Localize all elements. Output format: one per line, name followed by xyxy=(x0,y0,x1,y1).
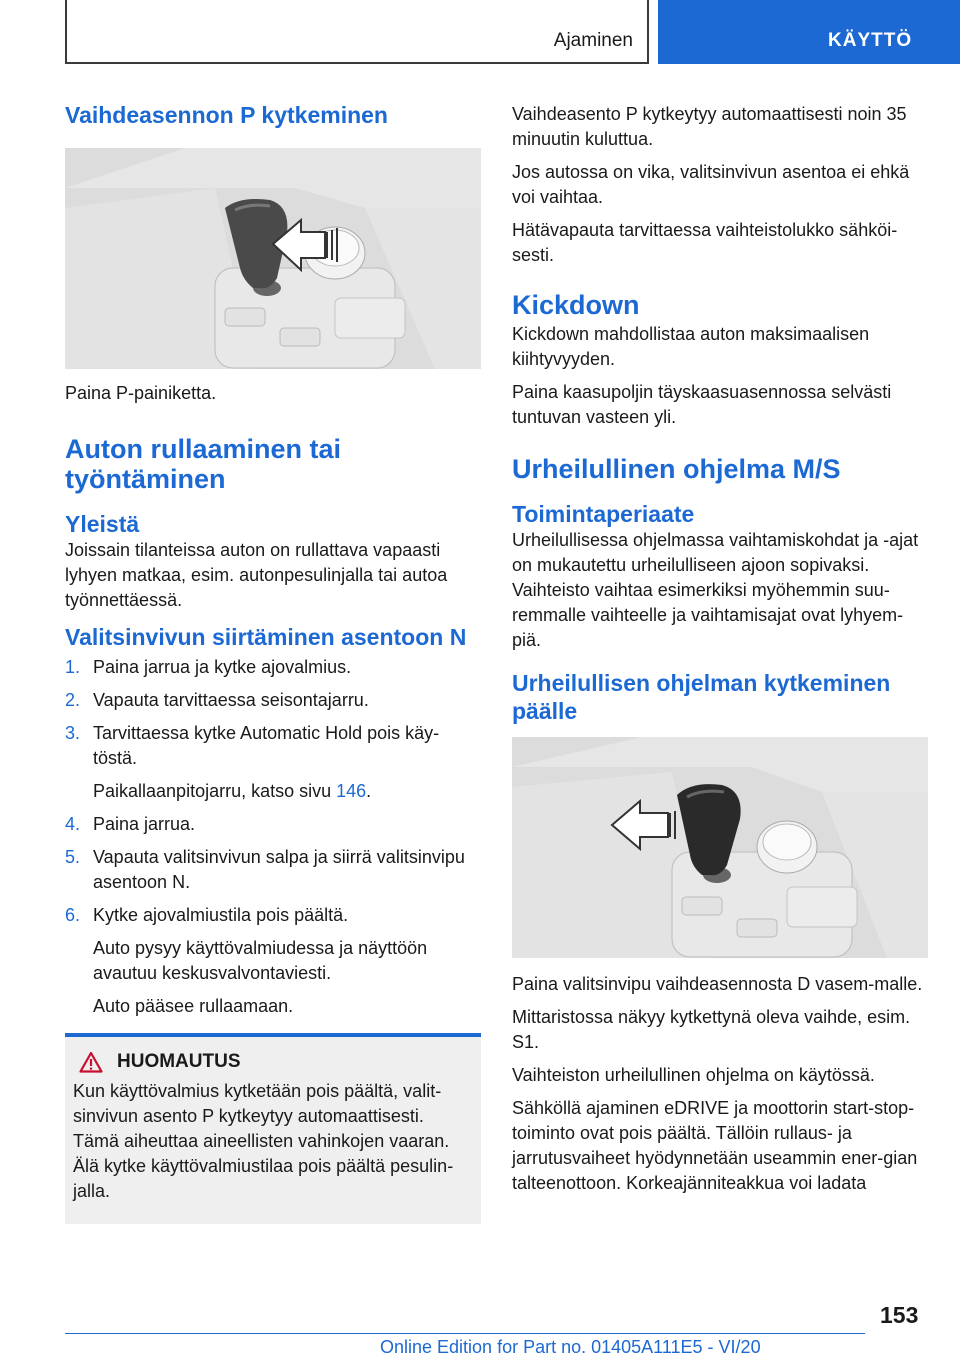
sport-on-text-2: Mittaristossa näkyy kytkettynä oleva vaihde, esim. S1. xyxy=(512,1007,911,1052)
warning-box xyxy=(65,1033,481,1224)
list-item xyxy=(65,812,481,837)
list-item xyxy=(65,655,481,680)
header-section-title: Ajaminen xyxy=(553,30,633,51)
step-number: 2. xyxy=(65,690,81,710)
footer-edition: Online Edition for Part no. 01405A111E5 - VI/20 xyxy=(380,1337,761,1357)
principle-text: Urheilullisessa ohjelmassa vaihtamiskohdat ja -ajat on mukautettu urheilulliseen ajoon sopivaksi. Vaihteisto vaihtaa esimerkiksi myöhemmin suu-remmalle vaihteelle ja vaihtamisajat ovat lyhyem-piä. xyxy=(512,530,919,650)
heading-kickdown: Kickdown xyxy=(512,290,640,320)
kickdown-text-1: Kickdown mahdollistaa auton maksimaalisen kiihtyvyyden. xyxy=(512,324,870,369)
heading-rolling: Auton rullaaminen tai työntäminen xyxy=(65,434,342,494)
fault-text: Jos autossa on vika, valitsinvivun asentoa ei ehkä voi vaihtaa. xyxy=(512,162,910,207)
heading-general: Yleistä xyxy=(65,511,140,537)
list-item xyxy=(65,845,481,895)
sport-on-text-1: Paina valitsinvipu vaihdeasennosta D vasem-malle. xyxy=(512,974,923,994)
kickdown-text-2: Paina kaasupoljin täyskaasuasennossa selvästi tuntuvan vasteen yli. xyxy=(512,382,892,427)
gear-selector-sport-illustration xyxy=(512,737,928,958)
heading-park: Vaihdeasennon P kytkeminen xyxy=(65,102,388,128)
warning-header xyxy=(73,1051,473,1073)
step-number: 4. xyxy=(65,814,81,834)
header-chapter-tab[interactable] xyxy=(658,0,960,64)
header-frame xyxy=(65,0,649,64)
sport-on-text-3: Vaihteiston urheilullinen ohjelma on käytössä. xyxy=(512,1065,875,1085)
step-note: Auto pääsee rullaamaan. xyxy=(93,996,294,1016)
list-item xyxy=(65,721,481,804)
step-note: Auto pysyy käyttövalmiudessa ja näyttöön avautuu keskusvalvontaviesti. xyxy=(93,938,428,983)
heading-principle: Toimintaperiaate xyxy=(512,501,695,527)
park-instruction: Paina P-painiketta. xyxy=(65,383,217,403)
header-chapter-label: KÄYTTÖ xyxy=(828,30,913,51)
step-note xyxy=(93,779,481,804)
list-item xyxy=(65,903,481,1019)
warning-title: HUOMAUTUS xyxy=(117,1051,241,1072)
gear-selector-p-image xyxy=(65,148,481,369)
emergency-release-text: Hätävapauta tarvittaessa vaihteistolukko sähköi-sesti. xyxy=(512,220,898,265)
step-number: 1. xyxy=(65,657,81,677)
list-item xyxy=(65,688,481,713)
step-number: 6. xyxy=(65,905,81,925)
step-text: Tarvittaessa kytke Automatic Hold pois käy-töstä. xyxy=(93,723,440,768)
sport-on-text-4: Sähköllä ajaminen eDRIVE ja moottorin start-stop-toiminto ovat pois päältä. Tällöin rullaus- ja jarrutusvaiheet hyödynnetään useammin ener-gian talteenottoon. Korkeajänniteakkua voi ladata xyxy=(512,1098,918,1193)
step-text: Paina jarrua ja kytke ajovalmius. xyxy=(93,657,352,677)
gear-selector-sport-image xyxy=(512,737,928,958)
auto-park-text: Vaihdeasento P kytkeytyy automaattisesti noin 35 minuutin kuluttua. xyxy=(512,104,907,149)
step-text: Vapauta tarvittaessa seisontajarru. xyxy=(93,690,369,710)
step-number: 5. xyxy=(65,847,81,867)
footer-divider xyxy=(65,1333,865,1334)
heading-sport-program: Urheilullinen ohjelma M/S xyxy=(512,454,841,484)
page-number: 153 xyxy=(880,1302,919,1328)
heading-sport-on: Urheilullisen ohjelman kytkeminen päälle xyxy=(512,670,891,724)
general-text: Joissain tilanteissa auton on rullattava vapaasti lyhyen matkaa, esim. autonpesulinjalla tai autoa työnnettäessä. xyxy=(65,540,448,610)
gear-selector-p-illustration xyxy=(65,148,481,369)
warning-text: Kun käyttövalmius kytketään pois päältä, valit-sinvivun asento P kytkeytyy automaattisesti. Tämä aiheuttaa aineellisten vahinkojen vaaran. Älä kytke käyttövalmiustilaa pois päältä pesulin-jalla. xyxy=(73,1081,454,1201)
step-text: Vapauta valitsinvivun salpa ja siirrä valitsinvipu asentoon N. xyxy=(93,847,465,892)
page-reference-link[interactable]: 146 xyxy=(336,781,367,801)
step-note-end: . xyxy=(366,781,372,801)
warning-triangle-icon xyxy=(79,1051,103,1073)
step-text: Kytke ajovalmiustila pois päältä. xyxy=(93,905,349,925)
step-number: 3. xyxy=(65,723,81,743)
shift-n-steps xyxy=(65,655,481,1019)
heading-shift-n: Valitsinvivun siirtäminen asentoon N xyxy=(65,624,467,650)
step-note-text: Paikallaanpitojarru, katso sivu xyxy=(93,781,337,801)
step-text: Paina jarrua. xyxy=(93,814,196,834)
left-column xyxy=(65,100,481,1224)
right-column xyxy=(512,102,928,1204)
